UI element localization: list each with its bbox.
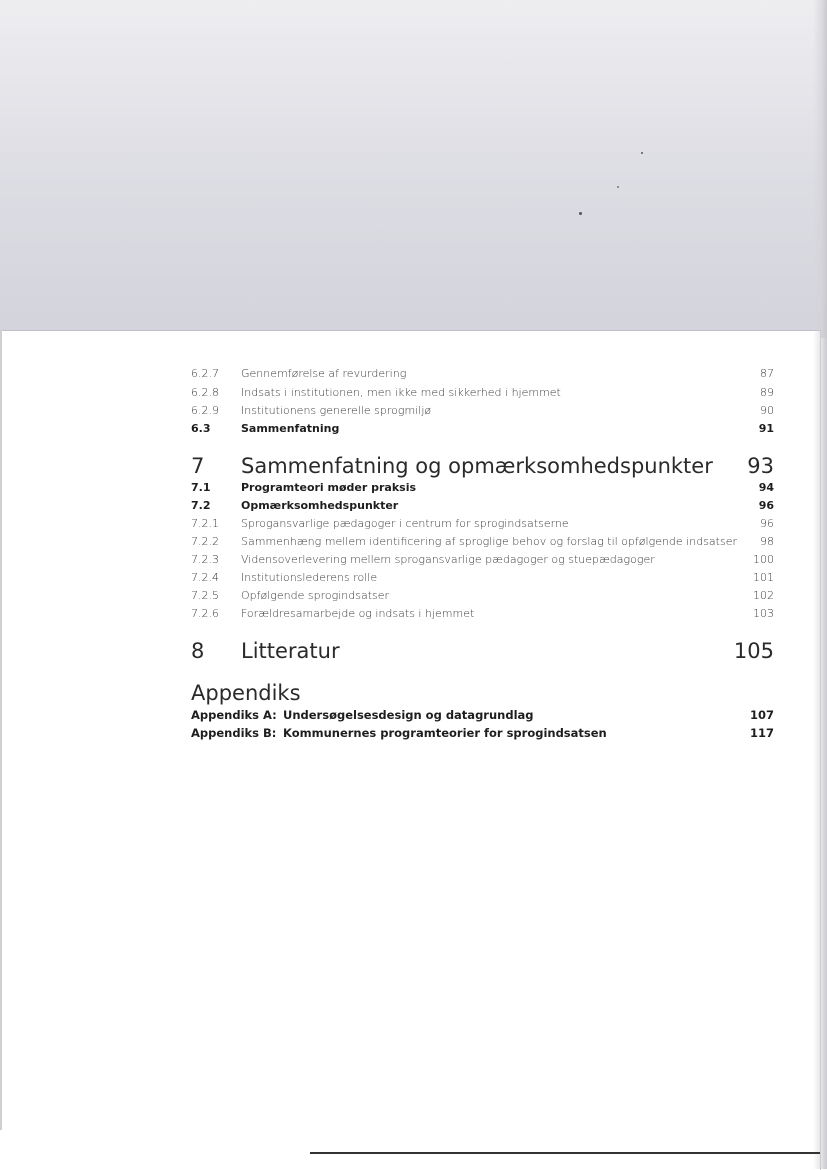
entry-title: Sammenfatning xyxy=(241,422,340,435)
entry-number: 6.2.8 xyxy=(191,386,219,399)
entry-number: 7.2.5 xyxy=(191,589,219,602)
entry-page: 101 xyxy=(753,571,774,584)
appendix-title: Kommunernes programteorier for sprogindsatsen xyxy=(283,726,607,740)
entry-number: 7.2.6 xyxy=(191,607,219,620)
toc-entry[interactable] xyxy=(191,365,774,383)
toc-entry[interactable] xyxy=(191,569,774,587)
entry-page: 87 xyxy=(760,367,774,380)
entry-page: 90 xyxy=(760,404,774,417)
appendix-page: 117 xyxy=(749,726,774,740)
entry-page: 91 xyxy=(758,422,774,435)
entry-page: 98 xyxy=(760,535,774,548)
entry-number: 7.2.3 xyxy=(191,553,219,566)
chapter-page: 105 xyxy=(733,639,774,663)
entry-number: 7.2.1 xyxy=(191,517,219,530)
toc-chapter[interactable] xyxy=(191,636,774,666)
entry-number: 6.2.9 xyxy=(191,404,219,417)
entry-number: 7.2.4 xyxy=(191,571,219,584)
entry-page: 94 xyxy=(758,481,774,494)
appendix-label: Appendiks A: xyxy=(191,708,277,722)
entry-number: 7.1 xyxy=(191,481,211,494)
entry-page: 96 xyxy=(758,499,774,512)
chapter-page: 93 xyxy=(747,454,774,478)
chapter-title: Litteratur xyxy=(241,639,340,663)
entry-title: Vidensoverlevering mellem sprogansvarlige pædagoger og stuepædagoger xyxy=(241,553,655,566)
toc-entry[interactable] xyxy=(191,605,774,623)
chapter-title: Sammenfatning og opmærksomhedspunkter xyxy=(241,454,713,478)
entry-page: 102 xyxy=(753,589,774,602)
entry-title: Gennemførelse af revurdering xyxy=(241,367,407,380)
entry-number: 7.2.2 xyxy=(191,535,219,548)
toc-appendix-entry[interactable] xyxy=(191,706,774,724)
toc-entry[interactable] xyxy=(191,384,774,402)
entry-title: Institutionens generelle sprogmiljø xyxy=(241,404,432,417)
toc-entry[interactable] xyxy=(191,515,774,533)
entry-title: Sprogansvarlige pædagoger i centrum for sprogindsatserne xyxy=(241,517,569,530)
chapter-number: 7 xyxy=(191,454,205,478)
appendix-heading: Appendiks xyxy=(191,681,301,705)
appendix-title: Undersøgelsesdesign og datagrundlag xyxy=(283,708,534,722)
toc-appendix-entry[interactable] xyxy=(191,724,774,742)
toc-entry[interactable] xyxy=(191,551,774,569)
toc-entry[interactable] xyxy=(191,402,774,420)
toc-chapter[interactable] xyxy=(191,451,774,481)
entry-title: Indsats i institutionen, men ikke med sikkerhed i hjemmet xyxy=(241,386,561,399)
entry-page: 100 xyxy=(753,553,774,566)
appendix-label: Appendiks B: xyxy=(191,726,277,740)
toc-entry[interactable] xyxy=(191,497,774,515)
appendix-page: 107 xyxy=(749,708,774,722)
entry-title: Institutionslederens rolle xyxy=(241,571,378,584)
entry-number: 6.2.7 xyxy=(191,367,219,380)
toc-entry[interactable] xyxy=(191,420,774,438)
entry-number: 6.3 xyxy=(191,422,211,435)
toc-entry[interactable] xyxy=(191,587,774,605)
chapter-number: 8 xyxy=(191,639,205,663)
entry-page: 89 xyxy=(760,386,774,399)
entry-title: Opfølgende sprogindsatser xyxy=(241,589,390,602)
entry-page: 96 xyxy=(760,517,774,530)
entry-title: Opmærksomhedspunkter xyxy=(241,499,399,512)
toc-entry[interactable] xyxy=(191,479,774,497)
entry-number: 7.2 xyxy=(191,499,211,512)
entry-page: 103 xyxy=(753,607,774,620)
entry-title: Programteori møder praksis xyxy=(241,481,417,494)
toc-entry[interactable] xyxy=(191,533,774,551)
entry-title: Forældresamarbejde og indsats i hjemmet xyxy=(241,607,475,620)
entry-title: Sammenhæng mellem identificering af sproglige behov og forslag til opfølgende indsatser xyxy=(241,535,737,548)
